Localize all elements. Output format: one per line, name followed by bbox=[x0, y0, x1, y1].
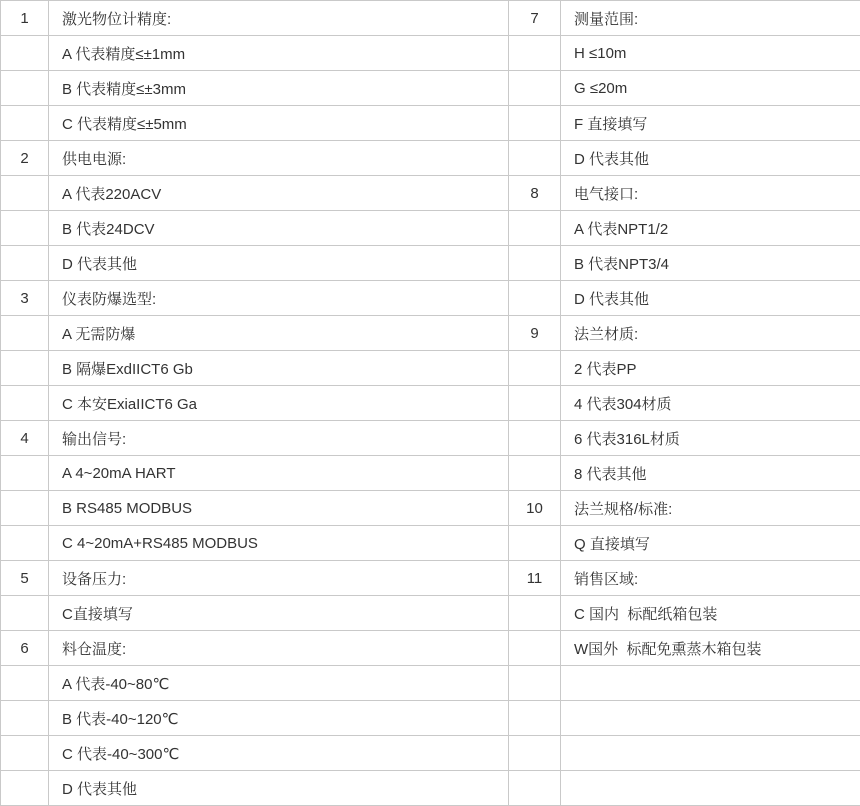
right-index-cell bbox=[509, 246, 561, 281]
right-index-cell bbox=[509, 141, 561, 176]
right-index-cell bbox=[509, 456, 561, 491]
left-index-cell bbox=[1, 71, 49, 106]
right-option-cell bbox=[561, 771, 860, 806]
right-index-cell: 9 bbox=[509, 316, 561, 351]
right-index-cell bbox=[509, 71, 561, 106]
left-option-cell: D 代表其他 bbox=[49, 771, 509, 806]
table-row bbox=[1, 316, 860, 351]
table-row bbox=[1, 106, 860, 141]
right-index-cell bbox=[509, 771, 561, 806]
left-index-cell: 6 bbox=[1, 631, 49, 666]
left-index-cell bbox=[1, 211, 49, 246]
left-index-cell: 4 bbox=[1, 421, 49, 456]
left-option-cell: 激光物位计精度: bbox=[49, 1, 509, 36]
left-option-cell: 输出信号: bbox=[49, 421, 509, 456]
right-index-cell bbox=[509, 36, 561, 71]
right-option-cell: B 代表NPT3/4 bbox=[561, 246, 860, 281]
right-option-cell: G ≤20m bbox=[561, 71, 860, 106]
left-option-cell: B 隔爆ExdIICT6 Gb bbox=[49, 351, 509, 386]
table-row bbox=[1, 211, 860, 246]
left-index-cell bbox=[1, 316, 49, 351]
spec-table-body bbox=[1, 1, 860, 806]
left-index-cell: 3 bbox=[1, 281, 49, 316]
left-index-cell bbox=[1, 596, 49, 631]
right-option-cell bbox=[561, 736, 860, 771]
right-index-cell: 7 bbox=[509, 1, 561, 36]
left-index-cell bbox=[1, 351, 49, 386]
right-option-cell: F 直接填写 bbox=[561, 106, 860, 141]
right-option-cell: C 国内 标配纸箱包装 bbox=[561, 596, 860, 631]
right-option-cell: 6 代表316L材质 bbox=[561, 421, 860, 456]
right-option-cell: 2 代表PP bbox=[561, 351, 860, 386]
right-index-cell bbox=[509, 701, 561, 736]
left-index-cell bbox=[1, 701, 49, 736]
left-option-cell: B 代表-40~120℃ bbox=[49, 701, 509, 736]
right-index-cell bbox=[509, 526, 561, 561]
right-index-cell bbox=[509, 666, 561, 701]
table-row bbox=[1, 666, 860, 701]
left-index-cell bbox=[1, 456, 49, 491]
table-row bbox=[1, 1, 860, 36]
right-option-cell: D 代表其他 bbox=[561, 141, 860, 176]
left-option-cell: A 4~20mA HART bbox=[49, 456, 509, 491]
left-option-cell: A 代表-40~80℃ bbox=[49, 666, 509, 701]
left-option-cell: B 代表精度≤±3mm bbox=[49, 71, 509, 106]
right-option-cell: 4 代表304材质 bbox=[561, 386, 860, 421]
right-option-cell bbox=[561, 666, 860, 701]
right-option-cell: 电气接口: bbox=[561, 176, 860, 211]
left-index-cell bbox=[1, 176, 49, 211]
left-index-cell: 1 bbox=[1, 1, 49, 36]
right-option-cell: H ≤10m bbox=[561, 36, 860, 71]
right-option-cell: 销售区域: bbox=[561, 561, 860, 596]
left-option-cell: A 代表精度≤±1mm bbox=[49, 36, 509, 71]
table-row bbox=[1, 736, 860, 771]
table-row bbox=[1, 561, 860, 596]
left-option-cell: C 本安ExiaIICT6 Ga bbox=[49, 386, 509, 421]
left-index-cell bbox=[1, 666, 49, 701]
table-row bbox=[1, 771, 860, 806]
left-option-cell: C 代表-40~300℃ bbox=[49, 736, 509, 771]
table-row bbox=[1, 631, 860, 666]
right-option-cell: 8 代表其他 bbox=[561, 456, 860, 491]
left-index-cell bbox=[1, 526, 49, 561]
right-option-cell: 测量范围: bbox=[561, 1, 860, 36]
left-option-cell: A 无需防爆 bbox=[49, 316, 509, 351]
left-option-cell: 设备压力: bbox=[49, 561, 509, 596]
left-index-cell bbox=[1, 736, 49, 771]
table-row bbox=[1, 456, 860, 491]
table-row bbox=[1, 526, 860, 561]
left-option-cell: B 代表24DCV bbox=[49, 211, 509, 246]
right-option-cell: A 代表NPT1/2 bbox=[561, 211, 860, 246]
table-row bbox=[1, 36, 860, 71]
table-row bbox=[1, 491, 860, 526]
right-index-cell bbox=[509, 281, 561, 316]
left-option-cell: C直接填写 bbox=[49, 596, 509, 631]
right-option-cell bbox=[561, 701, 860, 736]
table-row bbox=[1, 596, 860, 631]
left-option-cell: C 4~20mA+RS485 MODBUS bbox=[49, 526, 509, 561]
left-index-cell bbox=[1, 106, 49, 141]
table-row bbox=[1, 701, 860, 736]
right-index-cell bbox=[509, 736, 561, 771]
table-row bbox=[1, 71, 860, 106]
left-option-cell: A 代表220ACV bbox=[49, 176, 509, 211]
right-index-cell bbox=[509, 421, 561, 456]
left-index-cell: 2 bbox=[1, 141, 49, 176]
table-row bbox=[1, 176, 860, 211]
left-option-cell: 仪表防爆选型: bbox=[49, 281, 509, 316]
right-index-cell bbox=[509, 351, 561, 386]
right-option-cell: 法兰材质: bbox=[561, 316, 860, 351]
left-option-cell: D 代表其他 bbox=[49, 246, 509, 281]
left-index-cell bbox=[1, 36, 49, 71]
table-row bbox=[1, 141, 860, 176]
left-option-cell: 供电电源: bbox=[49, 141, 509, 176]
left-index-cell: 5 bbox=[1, 561, 49, 596]
right-index-cell bbox=[509, 106, 561, 141]
right-index-cell bbox=[509, 386, 561, 421]
right-option-cell: W国外 标配免熏蒸木箱包装 bbox=[561, 631, 860, 666]
right-option-cell: D 代表其他 bbox=[561, 281, 860, 316]
right-index-cell bbox=[509, 596, 561, 631]
table-row bbox=[1, 386, 860, 421]
left-index-cell bbox=[1, 491, 49, 526]
right-index-cell bbox=[509, 631, 561, 666]
right-index-cell: 11 bbox=[509, 561, 561, 596]
left-index-cell bbox=[1, 386, 49, 421]
left-option-cell: B RS485 MODBUS bbox=[49, 491, 509, 526]
left-option-cell: C 代表精度≤±5mm bbox=[49, 106, 509, 141]
right-option-cell: Q 直接填写 bbox=[561, 526, 860, 561]
left-index-cell bbox=[1, 771, 49, 806]
table-row bbox=[1, 351, 860, 386]
table-row bbox=[1, 421, 860, 456]
left-option-cell: 料仓温度: bbox=[49, 631, 509, 666]
left-index-cell bbox=[1, 246, 49, 281]
right-index-cell bbox=[509, 211, 561, 246]
table-row bbox=[1, 281, 860, 316]
table-row bbox=[1, 246, 860, 281]
right-option-cell: 法兰规格/标准: bbox=[561, 491, 860, 526]
right-index-cell: 10 bbox=[509, 491, 561, 526]
right-index-cell: 8 bbox=[509, 176, 561, 211]
